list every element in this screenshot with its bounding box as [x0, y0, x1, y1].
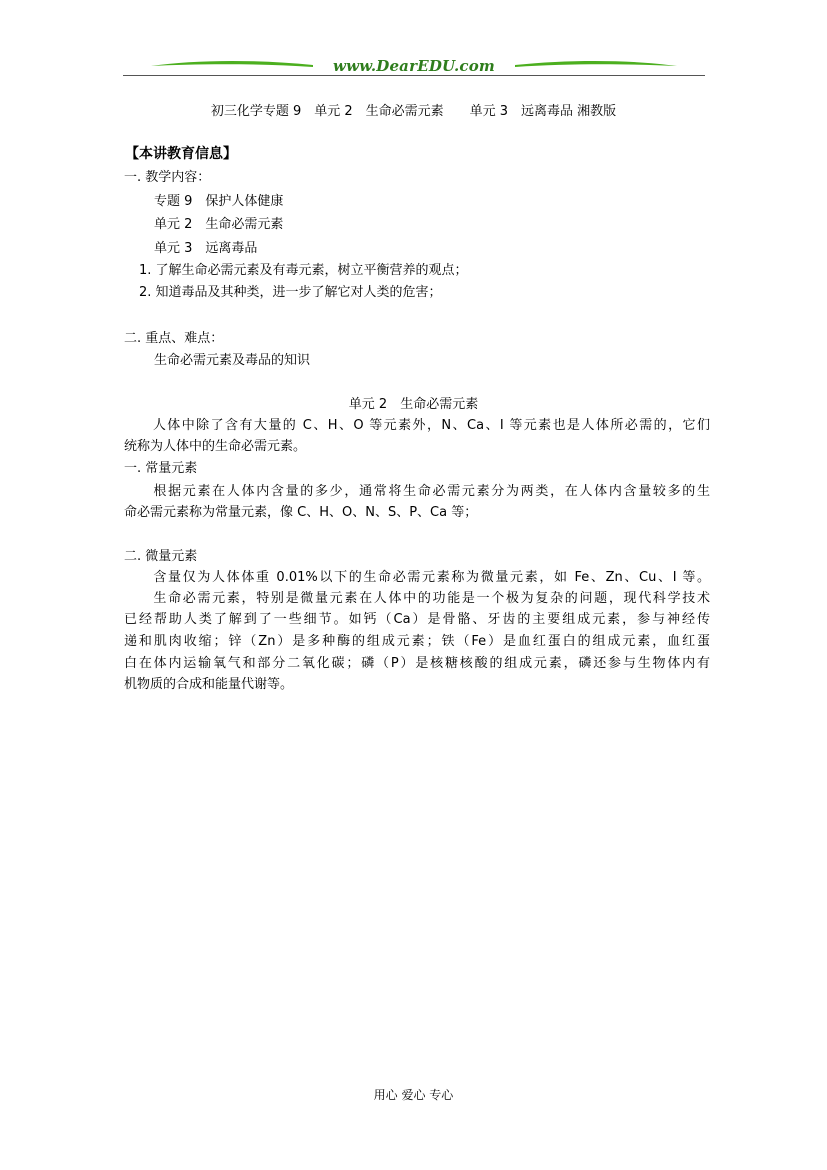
section2-text: 生命必需元素及毒品的知识: [154, 353, 311, 368]
part2-heading: 二. 微量元素: [124, 549, 198, 564]
part1-heading: 一. 常量元素: [124, 461, 198, 476]
part1-text-line: 根据元素在人体内含量的多少，通常将生命必需元素分为两类，在人体内含量较多的生: [124, 484, 710, 499]
part2-text-line: 白在体内运输氧气和部分二氧化碳；磷（P）是核糖核酸的组成元素，磷还参与生物体内有: [124, 656, 710, 671]
part2-text-line: 含量仅为人体体重 0.01%以下的生命必需元素称为微量元素，如 Fe、Zn、Cu、I 等。: [124, 570, 710, 585]
header-banner: [123, 56, 705, 80]
topic-item: 单元 2 生命必需元素: [154, 217, 284, 232]
section1-heading: 一. 教学内容：: [124, 170, 211, 185]
topic-item: 专题 9 保护人体健康: [154, 194, 284, 209]
info-heading: 【本讲教育信息】: [125, 146, 237, 162]
objective-item: 2. 知道毒品及其种类，进一步了解它对人类的危害；: [139, 285, 442, 300]
part2-text-line: 机物质的合成和能量代谢等。: [124, 677, 294, 692]
section2-heading: 二. 重点、难点：: [124, 331, 224, 346]
part2-text-line: 递和肌肉收缩；锌（Zn）是多种酶的组成元素；铁（Fe）是血红蛋白的组成元素，血红蛋: [124, 634, 710, 649]
unit2-intro-line: 人体中除了含有大量的 C、H、O 等元素外，N、Ca、I 等元素也是人体所必需的，它们: [124, 418, 710, 433]
topic-item: 单元 3 远离毒品: [154, 241, 258, 256]
part1-text-line: 命必需元素称为常量元素，像 C、H、O、N、S、P、Ca 等；: [124, 505, 478, 520]
page-footer: 用心 爱心 专心: [373, 1088, 454, 1102]
page-title: 初三化学专题 9 单元 2 生命必需元素 单元 3 远离毒品 湘教版: [210, 104, 617, 119]
part2-text-line: 生命必需元素，特别是微量元素在人体中的功能是一个极为复杂的问题，现代科学技术: [124, 591, 710, 606]
header-rule: [123, 75, 705, 76]
objective-item: 1. 了解生命必需元素及有毒元素，树立平衡营养的观点；: [139, 263, 468, 278]
unit2-heading: 单元 2 生命必需元素: [348, 397, 479, 412]
part2-text-line: 已经帮助人类了解到了一些细节。如钙（Ca）是骨骼、牙齿的主要组成元素，参与神经传: [124, 612, 710, 627]
unit2-intro-line: 统称为人体中的生命必需元素。: [124, 439, 307, 454]
site-brand[interactable]: www.DearEDU.com: [332, 57, 495, 75]
